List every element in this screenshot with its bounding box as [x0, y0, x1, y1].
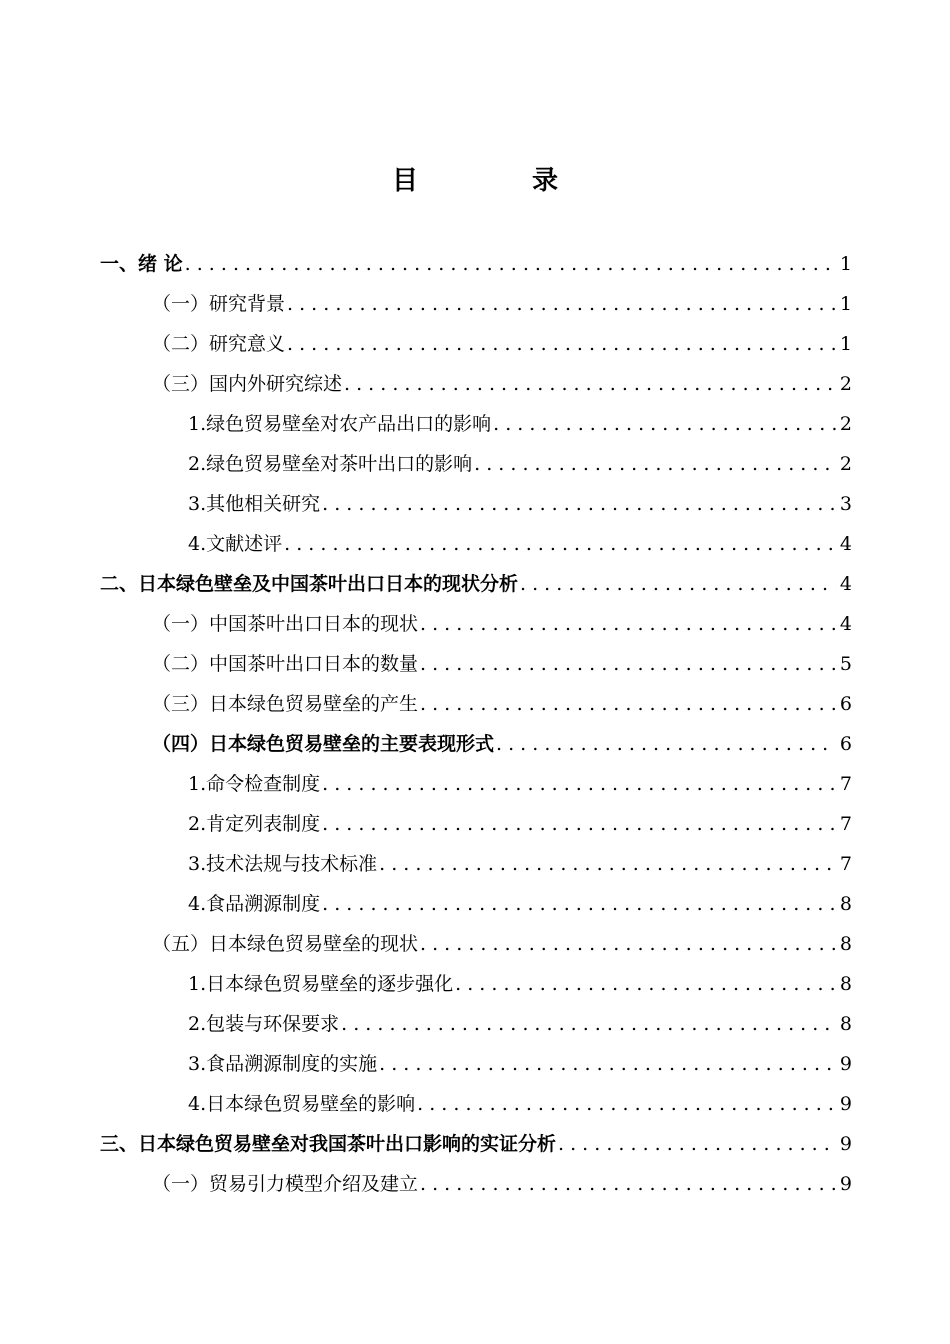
toc-leader-dots — [493, 404, 836, 444]
toc-entry-label: 2.绿色贸易壁垒对茶叶出口的影响 — [188, 453, 473, 475]
toc-entry[interactable] — [100, 924, 852, 964]
toc-entry[interactable] — [100, 964, 852, 1004]
toc-page-number: 2 — [839, 373, 852, 395]
toc-entry[interactable] — [100, 1164, 852, 1204]
toc-entry[interactable] — [100, 484, 852, 524]
toc-page-number: 1 — [839, 253, 852, 275]
toc-page-number: 6 — [839, 733, 852, 755]
toc-entry-label: 2.包装与环保要求 — [188, 1013, 340, 1035]
toc-leader-dots — [379, 844, 836, 884]
toc-entry-label: 1.命令检查制度 — [188, 773, 321, 795]
toc-leader-dots — [474, 444, 836, 484]
toc-entry[interactable] — [100, 1124, 852, 1164]
toc-page-number: 5 — [839, 653, 852, 675]
toc-entry[interactable] — [100, 364, 852, 404]
toc-entry-label: 4.文献述评 — [188, 533, 283, 555]
toc-page-number: 4 — [839, 533, 852, 555]
toc-entry[interactable] — [100, 1044, 852, 1084]
toc-entry-label: （二）研究意义 — [152, 333, 286, 355]
toc-leader-dots — [558, 1124, 836, 1164]
toc-page-number: 7 — [839, 853, 852, 875]
toc-entry-label: （四）日本绿色贸易壁垒的主要表现形式 — [152, 733, 495, 755]
toc-entry-label: （二）中国茶叶出口日本的数量 — [152, 653, 419, 675]
toc-leader-dots — [322, 764, 836, 804]
toc-entry[interactable] — [100, 844, 852, 884]
toc-entry[interactable] — [100, 644, 852, 684]
toc-entry-label: 3.其他相关研究 — [188, 493, 321, 515]
toc-entry[interactable] — [100, 284, 852, 324]
table-of-contents — [100, 244, 852, 1204]
toc-leader-dots — [420, 604, 836, 644]
toc-page-number: 8 — [839, 973, 852, 995]
toc-page-number: 4 — [839, 613, 852, 635]
toc-leader-dots — [520, 564, 836, 604]
toc-entry[interactable] — [100, 604, 852, 644]
toc-leader-dots — [322, 484, 836, 524]
toc-entry[interactable] — [100, 884, 852, 924]
toc-entry-label: 一、绪 论 — [100, 253, 183, 275]
toc-page-number: 9 — [839, 1093, 852, 1115]
toc-page-number: 7 — [839, 813, 852, 835]
toc-page-number: 8 — [839, 933, 852, 955]
toc-page-number: 9 — [839, 1053, 852, 1075]
toc-entry[interactable] — [100, 684, 852, 724]
toc-entry[interactable] — [100, 444, 852, 484]
toc-entry[interactable] — [100, 564, 852, 604]
toc-leader-dots — [185, 244, 836, 284]
toc-leader-dots — [420, 684, 836, 724]
toc-leader-dots — [420, 1164, 836, 1204]
toc-entry-label: （三）日本绿色贸易壁垒的产生 — [152, 693, 419, 715]
toc-entry-label: 4.食品溯源制度 — [188, 893, 321, 915]
toc-leader-dots — [322, 804, 836, 844]
toc-entry-label: 三、日本绿色贸易壁垒对我国茶叶出口影响的实证分析 — [100, 1133, 557, 1155]
toc-entry[interactable] — [100, 1084, 852, 1124]
toc-leader-dots — [455, 964, 836, 1004]
toc-entry[interactable] — [100, 324, 852, 364]
toc-leader-dots — [379, 1044, 836, 1084]
toc-entry-label: 1.绿色贸易壁垒对农产品出口的影响 — [188, 413, 492, 435]
toc-entry-label: 2.肯定列表制度 — [188, 813, 321, 835]
toc-leader-dots — [322, 884, 836, 924]
toc-entry-label: 3.技术法规与技术标准 — [188, 853, 378, 875]
toc-leader-dots — [341, 1004, 836, 1044]
toc-page-number: 4 — [839, 573, 852, 595]
toc-entry-label: 1.日本绿色贸易壁垒的逐步强化 — [188, 973, 454, 995]
toc-entry[interactable] — [100, 244, 852, 284]
toc-entry-label: （一）贸易引力模型介绍及建立 — [152, 1173, 419, 1195]
toc-title: 目 录 — [391, 166, 602, 196]
toc-leader-dots — [284, 524, 836, 564]
toc-entry-label: （五）日本绿色贸易壁垒的现状 — [152, 933, 419, 955]
toc-leader-dots — [420, 644, 836, 684]
toc-leader-dots — [344, 364, 836, 404]
toc-page-number: 1 — [839, 333, 852, 355]
toc-entry-label: 4.日本绿色贸易壁垒的影响 — [188, 1093, 416, 1115]
toc-page-number: 1 — [839, 293, 852, 315]
toc-entry-label: （三）国内外研究综述 — [152, 373, 343, 395]
toc-entry[interactable] — [100, 404, 852, 444]
toc-page-number: 9 — [839, 1173, 852, 1195]
toc-leader-dots — [420, 924, 836, 964]
toc-leader-dots — [496, 724, 836, 764]
toc-page-number: 7 — [839, 773, 852, 795]
toc-entry-label: 3.食品溯源制度的实施 — [188, 1053, 378, 1075]
toc-entry[interactable] — [100, 724, 852, 764]
toc-page-number: 6 — [839, 693, 852, 715]
toc-entry[interactable] — [100, 804, 852, 844]
toc-leader-dots — [417, 1084, 836, 1124]
toc-entry[interactable] — [100, 764, 852, 804]
toc-entry-label: 二、日本绿色壁垒及中国茶叶出口日本的现状分析 — [100, 573, 519, 595]
toc-page-number: 2 — [839, 453, 852, 475]
toc-entry-label: （一）研究背景 — [152, 293, 286, 315]
toc-page-number: 2 — [839, 413, 852, 435]
toc-page-number: 8 — [839, 1013, 852, 1035]
toc-page-number: 9 — [839, 1133, 852, 1155]
toc-entry[interactable] — [100, 1004, 852, 1044]
toc-page-number: 3 — [839, 493, 852, 515]
toc-leader-dots — [287, 284, 836, 324]
toc-entry[interactable] — [100, 524, 852, 564]
toc-page-number: 8 — [839, 893, 852, 915]
toc-entry-label: （一）中国茶叶出口日本的现状 — [152, 613, 419, 635]
toc-leader-dots — [287, 324, 836, 364]
